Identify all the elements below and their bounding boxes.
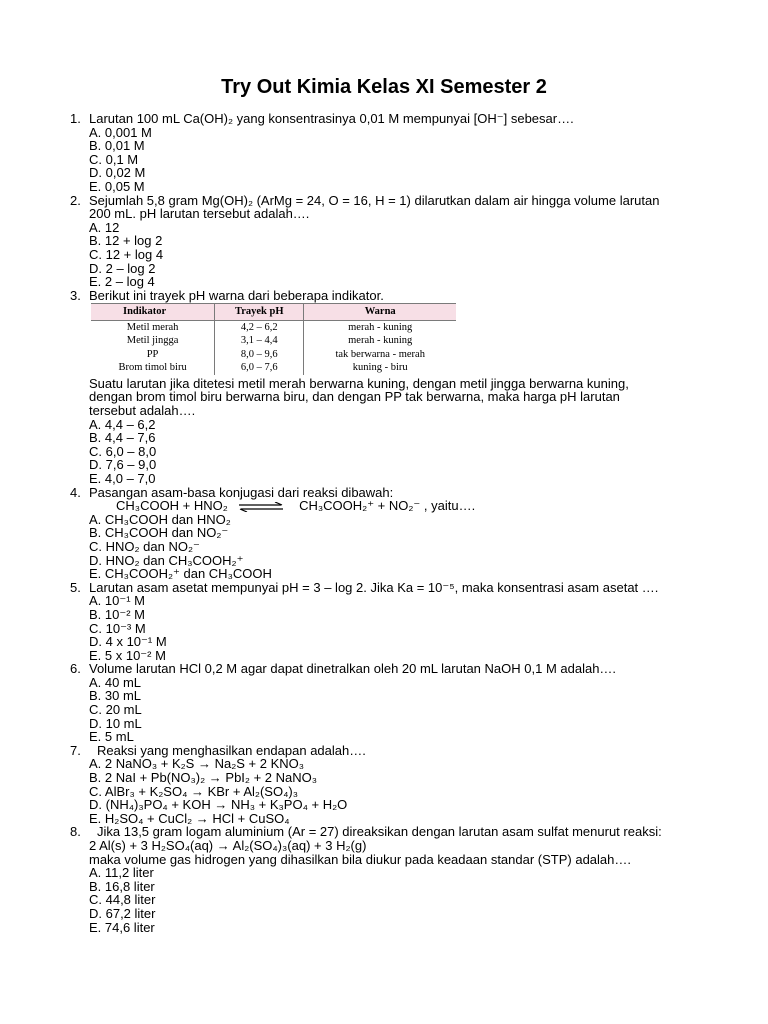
option-c: C. 10⁻³ M (89, 620, 146, 636)
question-4 (70, 486, 710, 581)
question-number: 5. (70, 579, 81, 595)
table-cell: 8,0 – 9,6 (215, 348, 304, 362)
reaction-right: CH₃COOH₂⁺ + NO₂⁻ , yaitu…. (299, 498, 476, 514)
question-stem: Larutan asam asetat mempunyai pH = 3 – log 2. Jika Ka = 10⁻⁵, maka konsentrasi asam asetat …. (89, 579, 659, 595)
option-c: C. 6,0 – 8,0 (89, 443, 157, 459)
question-number: 8. (70, 824, 81, 840)
option-b: B. CH₃COOH dan NO₂⁻ (89, 525, 229, 541)
question-1 (70, 112, 710, 194)
option-b: B. 4,4 – 7,6 (89, 430, 156, 446)
option-c: C. AlBr₃ + K₂SO₄ → KBr + Al₂(SO₄)₃ (89, 783, 299, 799)
option-a: A. 4,4 – 6,2 (89, 416, 156, 432)
question-stem: Berikut ini trayek pH warna dari beberapa indikator. (89, 287, 384, 303)
table-cell: 4,2 – 6,2 (215, 320, 304, 334)
table-row (91, 361, 456, 375)
indicator-table (91, 303, 456, 375)
question-5 (70, 581, 710, 663)
option-c: C. 44,8 liter (89, 892, 156, 908)
option-a: A. 11,2 liter (89, 865, 154, 881)
option-e: E. 4,0 – 7,0 (89, 470, 156, 486)
question-text-line-1: Suatu larutan jika ditetesi metil merah berwarna kuning, dengan metil jingga berwarna kuning, (89, 375, 629, 391)
table-row (91, 334, 456, 348)
table-header: Trayek pH (215, 304, 304, 321)
option-e: E. 2 – log 4 (89, 274, 155, 290)
question-number: 6. (70, 661, 81, 677)
table-header: Indikator (91, 304, 215, 321)
table-cell: 3,1 – 4,4 (215, 334, 304, 348)
question-stem: Pasangan asam-basa konjugasi dari reaksi dibawah: (89, 484, 394, 500)
option-c: C. 12 + log 4 (89, 246, 164, 262)
question-stem: Volume larutan HCl 0,2 M agar dapat dinetralkan oleh 20 mL larutan NaOH 0,1 M adalah…. (89, 661, 617, 677)
question-stem: Reaksi yang menghasilkan endapan adalah…. (97, 742, 366, 758)
table-cell: PP (146, 348, 159, 360)
question-stem-line-2: 200 mL. pH larutan tersebut adalah…. (89, 206, 310, 222)
table-cell: merah - kuning (304, 320, 456, 334)
table-cell: kuning - biru (304, 361, 456, 375)
question-list (70, 112, 710, 934)
option-b: B. 16,8 liter (89, 878, 155, 894)
table-cell: merah - kuning (304, 334, 456, 348)
option-b: B. 12 + log 2 (89, 233, 163, 249)
question-2 (70, 194, 710, 289)
table-row (91, 348, 456, 362)
question-8 (70, 825, 710, 934)
reaction-equation: 2 Al(s) + 3 H₂SO₄(aq) → Al₂(SO₄)₃(aq) + 3 H₂(g) (89, 838, 367, 853)
question-number: 2. (70, 192, 81, 208)
option-a: A. 0,001 M (89, 124, 152, 140)
table-cell: tak berwarna - merah (304, 348, 456, 362)
option-e: E. 5 x 10⁻² M (89, 647, 166, 663)
option-a: A. 12 (89, 219, 120, 235)
option-c: C. 20 mL (89, 702, 142, 718)
option-a: A. 10⁻¹ M (89, 593, 145, 609)
option-d: D. HNO₂ dan CH₃COOH₂⁺ (89, 552, 244, 568)
option-e: E. 74,6 liter (89, 919, 155, 935)
option-c: C. 0,1 M (89, 151, 139, 167)
table-header-row (91, 304, 456, 321)
option-e: E. 0,05 M (89, 178, 145, 194)
option-a: A. 40 mL (89, 674, 142, 690)
option-d: D. 0,02 M (89, 165, 146, 181)
question-text: maka volume gas hidrogen yang dihasilkan bila diukur pada keadaan standar (STP) adalah…. (89, 851, 631, 867)
equilibrium-arrow-icon (237, 502, 285, 512)
table-cell: Metil merah (126, 321, 179, 333)
question-stem: Jika 13,5 gram logam aluminium (Ar = 27) direaksikan dengan larutan asam sulfat menurut reaksi: (97, 824, 662, 840)
option-d: D. 2 – log 2 (89, 260, 156, 276)
option-d: D. 4 x 10⁻¹ M (89, 634, 167, 650)
page-title: Try Out Kimia Kelas XI Semester 2 (221, 76, 547, 98)
option-a: A. CH₃COOH dan HNO₂ (89, 511, 231, 527)
reaction-equation (89, 499, 710, 513)
question-3 (70, 289, 710, 486)
question-text-line-2: dengan brom timol biru berwarna biru, dan dengan PP tak berwarna, maka harga pH larutan (89, 389, 620, 405)
table-row (91, 320, 456, 334)
option-d: D. 10 mL (89, 715, 142, 731)
question-number: 3. (70, 287, 81, 303)
option-e: E. CH₃COOH₂⁺ dan CH₃COOH (89, 566, 272, 582)
option-b: B. 30 mL (89, 688, 142, 704)
option-e: E. H₂SO₄ + CuCl₂ → HCl + CuSO₄ (89, 810, 290, 826)
question-stem-line-1: Sejumlah 5,8 gram Mg(OH)₂ (ArMg = 24, O = 16, H = 1) dilarutkan dalam air hingga volume larutan (89, 192, 660, 208)
option-c: C. HNO₂ dan NO₂⁻ (89, 538, 200, 554)
option-a: A. 2 NaNO₃ + K₂S → Na₂S + 2 KNO₃ (89, 756, 305, 772)
question-number: 4. (70, 484, 81, 500)
option-e: E. 5 mL (89, 729, 134, 745)
option-d: D. (NH₄)₃PO₄ + KOH → NH₃ + K₃PO₄ + H₂O (89, 797, 348, 813)
question-text-line-3: tersebut adalah…. (89, 403, 196, 418)
question-stem: Larutan 100 mL Ca(OH)₂ yang konsentrasinya 0,01 M mempunyai [OH⁻] sebesar…. (89, 111, 574, 126)
option-d: D. 67,2 liter (89, 905, 156, 921)
option-b: B. 10⁻² M (89, 606, 145, 622)
reaction-left: CH₃COOH + HNO₂ (116, 498, 228, 514)
option-d: D. 7,6 – 9,0 (89, 457, 157, 473)
option-b: B. 2 NaI + Pb(NO₃)₂ → PbI₂ + 2 NaNO₃ (89, 770, 318, 786)
table-cell: Brom timol biru (118, 362, 187, 374)
question-6 (70, 662, 710, 744)
question-number: 7. (70, 742, 81, 758)
question-number: 1. (70, 111, 81, 126)
table-cell: 6,0 – 7,6 (215, 361, 304, 375)
question-7 (70, 744, 710, 826)
table-cell: Metil jingga (126, 335, 179, 347)
option-b: B. 0,01 M (89, 138, 145, 154)
table-header: Warna (304, 304, 456, 321)
